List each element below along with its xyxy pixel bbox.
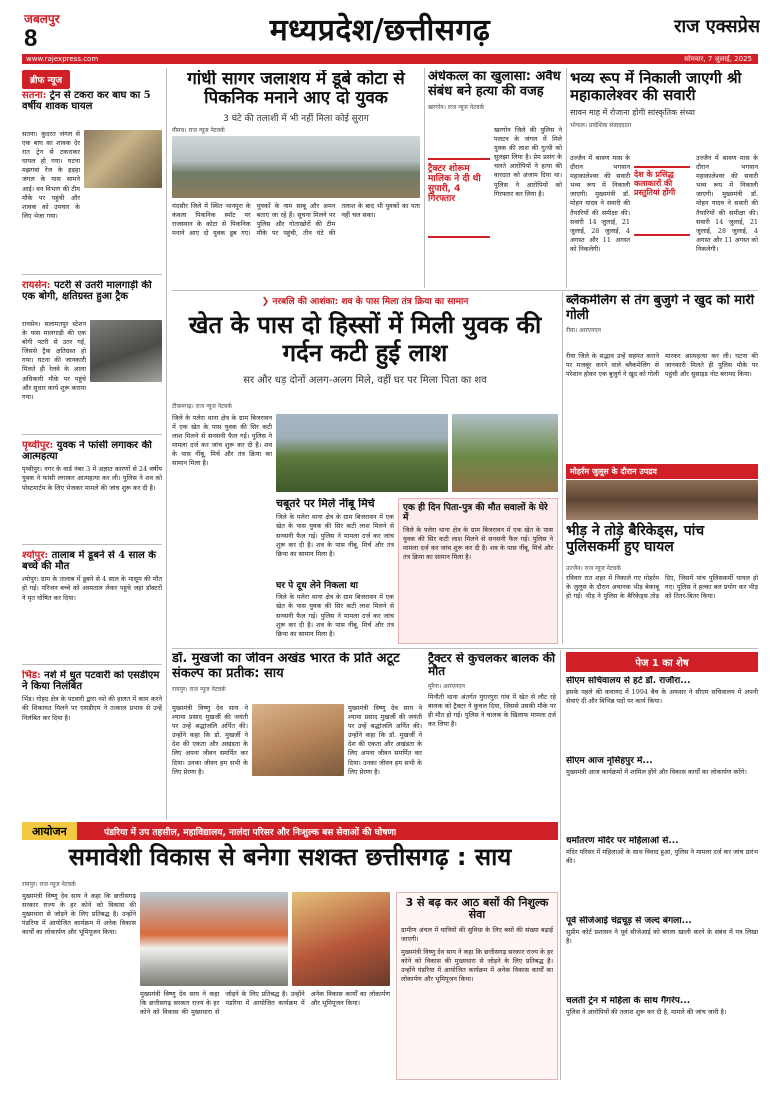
tiger-cub-photo — [84, 130, 162, 188]
brief-item — [22, 90, 162, 270]
story-label: मोहर्रम जुलूस के दौरान उपद्रव — [566, 464, 758, 479]
brief-news-label: ब्रीफ न्यूज — [22, 70, 70, 89]
inset-body: ग्रामीण अंचल में यात्रियों की सुविधा के लिए बसों की संख्या बढ़ाई जाएगी। — [401, 925, 553, 943]
story-headline: खेत के पास दो हिस्सों में मिली युवक की गर्दन कटी हुई लाश — [188, 311, 542, 368]
story-headline: समावेशी विकास से बनेगा सशक्त छत्तीसगढ़ : साय — [68, 843, 512, 871]
inset-box — [634, 166, 690, 236]
section-tag: आयोजन — [22, 822, 77, 840]
issue-date: सोमवार, 7 जुलाई, 2025 — [684, 55, 752, 63]
story-gandhi-sagar — [172, 70, 420, 288]
story-body: खरगोन जिले की पुलिस ने पलटन के जंगल में मिले युवक की लाश की गुत्थी को सुलझा लिया है। प्रेम प्रसंग के चलते आरोपियों ने हत्या की वारदात को अंजाम दिया था। पुलिस ने आरोपियों को गिरफ्तार कर लिया है। — [494, 126, 562, 198]
story-subhead: सर और धड़ दोनों अलग-अलग मिले, वहीं घर पर मिला पिता का शव — [243, 374, 487, 386]
inset-head: घर पे दूध लेने निकला था — [276, 581, 358, 592]
continuation-item — [566, 756, 758, 832]
brief-headline: सतना: ट्रेन से टकरा कर बाघ का 5 वर्षीय शावक घायल — [22, 90, 151, 113]
brief-body: सतना। कुदरत जंगल से एक बाघ का शावक देर रात ट्रेन से टकराकर घायल हो गया। घटना मझगवां रेंज के हड़हा जंगल के पास सामने आई। वन विभाग की टीम मौके पर पहुंची और शावक को उपचार के लिए भेजा गया। — [22, 130, 80, 220]
story-body: मिनौती थाना अंतर्गत मुरारपुरा गांव में खेत से लौट रहे बालक को ट्रैक्टर ने कुचल दिया, जिससे उसकी मौके पर ही मौत हो गई। पुलिस ने चालक के खिलाफ मामला दर्ज कर लिया है। — [428, 692, 556, 729]
brief-headline: रायसेन: पटरी से उतरी मालगाड़ी की एक बोगी, क्षतिग्रस्त हुआ ट्रैक — [22, 280, 152, 303]
byline: नीमच। राज न्यूज नेटवर्क — [172, 127, 225, 134]
brief-headline: भिंड: नशे में धुत पटवारी को एसडीएम ने किया निलंबित — [22, 670, 160, 693]
continuation-item — [566, 916, 758, 992]
page-folio — [24, 10, 104, 54]
story-mukherji — [172, 652, 422, 818]
inset-box — [276, 498, 394, 644]
continuation-head: सीएम सचिवालय से हटे डॉ. राजौरा... — [566, 676, 691, 686]
masthead — [0, 0, 778, 64]
story-subhead: सावन माह में रोजाना होगी सांस्कृतिक संध्या — [570, 107, 695, 117]
continuation-item — [566, 676, 758, 752]
story-body: मुख्यमंत्री विष्णु देव साय ने कहा कि छत्तीसगढ़ सरकार राज्य के हर कोने को विकास की मुख्यधारा से जोड़ने के लिए प्रतिबद्ध है। उन्होंने पंडरिया में आयोजित कार्यक्रम में अनेक विकास कार्यों का लोकार्पण और भूमिपूजन किया। — [140, 990, 390, 1017]
page1-continuations — [566, 652, 758, 1080]
inset-body: जिले के पलेरा थाना क्षेत्र के ग्राम बिजरावन में एक खेत के पास युवक की सिर कटी लाश मिलने से सनसनी फैल गई। पुलिस ने मामला दर्ज कर जांच शुरू कर दी है। शव के पास नींबू, मिर्च और तंत्र क्रिया का सामान मिला है। — [403, 526, 553, 562]
masthead-bar — [22, 54, 758, 64]
tribute-photo — [252, 704, 344, 776]
continuation-item — [566, 836, 758, 912]
brief-item — [22, 670, 162, 818]
aayojan-banner — [22, 822, 558, 840]
story-tractor — [428, 652, 556, 818]
continuation-body: पुलिस ने आरोपियों की तलाश शुरू कर दी है, मामले की जांच जारी है। — [566, 1008, 727, 1017]
continuation-head: चलती ट्रेन में महिला के साथ गैंगरेप... — [566, 996, 691, 1006]
continuation-head: सीएम आज नृसिंहपुर में... — [566, 756, 653, 766]
continuations-label: पेज 1 का शेष — [566, 652, 758, 672]
inset-box — [428, 158, 490, 238]
derailed-wagon-photo — [90, 320, 162, 382]
byline: उज्जैन। राज न्यूज नेटवर्क — [566, 565, 621, 572]
byline: भोपाल। प्रादेशिक संवाददाता — [570, 121, 632, 129]
inset-box-red — [398, 498, 558, 644]
chevron-right-icon: ❯ — [261, 297, 273, 307]
field-crime-scene-photo-2 — [452, 414, 558, 492]
section-title: मध्यप्रदेश/छत्तीसगढ़ — [269, 13, 491, 48]
story-headline: गांधी सागर जलाशय में डूबे कोटा से पिकनिक मनाने आए दो युवक — [187, 70, 405, 109]
story-andhkatl — [428, 70, 562, 288]
page-number: 8 — [24, 25, 38, 52]
continuation-body: इसके पहले की कवायद में 1994 बैच के अफसर ने सीएम सचिवालय में अपनी सेवाएं दीं और विभिन्न पदों पर कार्य किया। — [566, 688, 758, 706]
byline: खरगोन। राज न्यूज नेटवर्क — [428, 104, 485, 112]
story-body: उज्जैन में श्रावण मास के दौरान भगवान महाकालेश्वर की सवारी भव्य रूप में निकाली जाएगी। मुख्यमंत्री डॉ. मोहन यादव ने सवारी की तैयारियों की समीक्षा की। सवारी 14 जुलाई, 21 जुलाई, 28 जुलाई, 4 अगस्त और 11 अगस्त को निकलेगी। — [696, 154, 758, 253]
story-blackmail — [566, 294, 758, 352]
story-body: उज्जैन में श्रावण मास के दौरान भगवान महाकालेश्वर की सवारी भव्य रूप में निकाली जाएगी। मुख्यमंत्री डॉ. मोहन यादव ने सवारी की तैयारियों की समीक्षा की। सवारी 14 जुलाई, 21 जुलाई, 28 जुलाई, 4 अगस्त और 11 अगस्त को निकलेगी। — [570, 154, 630, 253]
brief-headline: पृथ्वीपुर: युवक ने फांसी लगाकर की आत्महत्या — [22, 440, 152, 463]
city-label: जबलपुर — [24, 12, 60, 26]
brief-news-column — [22, 68, 162, 820]
inset-body: जिले के पलेरा थाना क्षेत्र के ग्राम बिजरावन में एक खेत के पास युवक की सिर कटी लाश मिलने से सनसनी फैल गई। पुलिस ने मामला दर्ज कर जांच शुरू कर दी है। शव के पास नींबू, मिर्च और तंत्र क्रिया का सामान मिला है। — [276, 593, 394, 638]
inset-head: चबूतरे पर मिले नींबू मिर्च — [276, 498, 375, 510]
continuation-body: मुख्यमंत्री आज कार्यक्रमों में शामिल होंगे और विकास कार्यों का लोकार्पण करेंगे। — [566, 768, 747, 777]
story-body: मुख्यमंत्री विष्णु देव साय ने कहा कि छत्तीसगढ़ सरकार राज्य के हर कोने को विकास की मुख्यधारा से जोड़ने के लिए प्रतिबद्ध है। उन्होंने पंडरिया में आयोजित कार्यक्रम में अनेक विकास कार्यों का लोकार्पण और भूमिपूजन किया। — [22, 892, 136, 937]
brand-name: राज एक्सप्रेस — [674, 16, 760, 37]
story-aayojan — [22, 822, 558, 1082]
inset-head: एक ही दिन पिता-पुत्र की मौत सवालों के घेरे में — [403, 503, 548, 524]
ceremony-photo — [292, 892, 390, 986]
brief-body: श्योपुर। ग्राम के तालाब में डूबने से 4 साल के मासूम की मौत हो गई। परिजन बच्चे को अस्पताल लेकर पहुंचे जहां डॉक्टरों ने मृत घोषित कर दिया। — [22, 575, 162, 602]
story-police — [566, 464, 758, 644]
continuation-body: मंदिर परिसर में महिलाओं के साथ विवाद हुआ, पुलिस ने मामला दर्ज कर जांच प्रारंभ की। — [566, 848, 758, 866]
lake-photo — [172, 136, 420, 198]
story-body: जिले के पलेरा थाना क्षेत्र के ग्राम बिजरावन में एक खेत के पास युवक की सिर कटी लाश मिलने से सनसनी फैल गई। पुलिस ने मामला दर्ज कर जांच शुरू कर दी है। शव के पास नींबू, मिर्च और तंत्र क्रिया का सामान मिला है। — [172, 414, 272, 468]
byline: टीकमगढ़। राज न्यूज नेटवर्क — [172, 403, 232, 410]
continuation-head: पूर्व सीजेआई चंद्रचूड़ से जल्द बंगला... — [566, 916, 692, 926]
brief-item — [22, 280, 162, 430]
crowd-photo — [566, 480, 758, 520]
story-headline: भीड़ ने तोड़े बैरिकेड्स, पांच पुलिसकर्मी हुए घायल — [566, 523, 705, 555]
story-mahakal — [570, 70, 758, 288]
story-headline: भव्य रूप में निकाली जाएगी श्री महाकालेश्वर की सवारी — [570, 70, 742, 104]
brief-item — [22, 550, 162, 660]
story-body: मुख्यमंत्री विष्णु देव साय ने श्यामा प्रसाद मुखर्जी की जयंती पर उन्हें श्रद्धांजलि अर्पित की। उन्होंने कहा कि डॉ. मुखर्जी ने देश की एकता और अखंडता के लिए अपना जीवन समर्पित कर दिया। उनका जीवन हम सभी के लिए प्रेरणा है। — [172, 704, 248, 776]
inset-text: ट्रैक्टर शोरूम मालिक ने दी थी सुपारी, 4 गिरफ्तार — [428, 164, 481, 205]
inset-text: देश के प्रसिद्ध कलाकारों की प्रस्तुतियां होंगी — [634, 170, 676, 197]
continuation-body: सुप्रीम कोर्ट प्रशासन ने पूर्व सीजेआई को बंगला खाली करने के संबंध में पत्र लिखा है। — [566, 928, 758, 946]
continuation-item — [566, 996, 758, 1076]
story-body: रीवा जिले के सद्भाव उन्हें सहमत कराने पर मजबूर करने वाले ब्लैकमेलिंग से परेशान होकर एक बुजुर्ग ने खुद को गोली मारकर आत्महत्या कर ली। घटना की जानकारी मिलते ही पुलिस मौके पर पहुंची और सुसाइड नोट बरामद किया। — [566, 352, 758, 379]
brief-body: रायसेन। सलामतपुर स्टेशन के पास मालगाड़ी की एक बोगी पटरी से उतर गई, जिससे ट्रैक क्षतिग्रस्त हो गया। घटना की जानकारी मिलते ही रेलवे के आला अधिकारी मौके पर पहुंचे और सुधार कार्य शुरू कराया गया। — [22, 320, 86, 401]
story-kicker: ❯ नरबलि की आशंका: शव के पास मिला तंत्र क्रिया का सामान — [261, 297, 469, 307]
inset-body: मुख्यमंत्री विष्णु देव साय ने कहा कि छत्तीसगढ़ सरकार राज्य के हर कोने को विकास की मुख्यधारा से जोड़ने के लिए प्रतिबद्ध है। उन्होंने पंडरिया में आयोजित कार्यक्रम में अनेक विकास कार्यों का लोकार्पण और भूमिपूजन किया। — [401, 947, 553, 984]
story-headline: अंधेकत्ल का खुलासा: अवैध संबंध बने हत्या की वजह — [428, 70, 561, 99]
byline: रीवा। आरएनएन — [566, 327, 601, 335]
story-body: मंदसौर जिले में स्थित भानपुरा के कंवला पिकनिक स्पॉट पर राजस्थान के कोटा से पिकनिक मनाने आए दो युवक डूब गए। युवकों के नाम साबू और अमन बताए जा रहे हैं। सूचना मिलने पर पुलिस और गोताखोरों की टीम मौके पर पहुंची, तीन घंटे की तलाश के बाद भी युवकों का पता नहीं चल सका। — [172, 202, 420, 238]
story-headline: डॉ. मुखर्जी का जीवन अखंड भारत के प्रति अटूट संकल्प का प्रतीक: साय — [172, 652, 400, 681]
brief-body: भिंड। गोहद क्षेत्र के पटवारी द्वारा नशे की हालत में काम करने की शिकायत मिलने पर एसडीएम ने तत्काल प्रभाव से उन्हें निलंबित कर दिया है। — [22, 695, 162, 722]
inset-body: जिले के पलेरा थाना क्षेत्र के ग्राम बिजरावन में एक खेत के पास युवक की सिर कटी लाश मिलने से सनसनी फैल गई। पुलिस ने मामला दर्ज कर जांच शुरू कर दी है। शव के पास नींबू, मिर्च और तंत्र क्रिया का सामान मिला है। — [276, 513, 394, 558]
byline: मुरैना। आरएनएन — [428, 682, 465, 690]
byline: रायपुर। राज न्यूज नेटवर्क — [22, 881, 76, 888]
story-headline: ब्लैकमेलिंग से तंग बुजुर्ग ने खुद को मारी गोली — [566, 294, 755, 323]
brief-body: पृथ्वीपुर। नगर के वार्ड नंबर 3 में अज्ञात कारणों से 24 वर्षीय युवक ने फांसी लगाकर आत्महत्या कर ली। पुलिस ने शव को पोस्टमार्टम के लिए भेजकर मामले की जांच शुरू कर दी है। — [22, 465, 162, 492]
story-khet — [172, 294, 558, 646]
story-subhead: 3 घंटे की तलाशी में भी नहीं मिला कोई सुराग — [223, 114, 369, 125]
byline: रायपुर। राज न्यूज नेटवर्क — [172, 686, 226, 694]
story-kicker: पंडरिया में उप तहसील, महाविद्यालय, नालंदा परिसर और निःशुल्क बस सेवाओं की घोषणा — [104, 828, 397, 838]
continuation-head: धर्मांतरण मंदिर पर महिलाओं से... — [566, 836, 679, 846]
inset-head: 3 से बढ़ कर आठ बसों की निशुल्क सेवा — [405, 896, 549, 922]
field-crime-scene-photo — [276, 414, 448, 492]
story-headline: ट्रैक्टर से कुचलकर बालक की मौत — [428, 652, 556, 679]
brief-item — [22, 440, 162, 540]
website-link[interactable]: www.rajexpress.com — [26, 55, 99, 63]
story-body: मुख्यमंत्री विष्णु देव साय ने श्यामा प्रसाद मुखर्जी की जयंती पर उन्हें श्रद्धांजलि अर्पित की। उन्होंने कहा कि डॉ. मुखर्जी ने देश की एकता और अखंडता के लिए अपना जीवन समर्पित कर दिया। उनका जीवन हम सभी के लिए प्रेरणा है। — [348, 704, 422, 776]
bus-photo — [140, 892, 288, 986]
brief-headline: श्योपुर: तालाब में डूबने से 4 साल के बच्चे की मौत — [22, 550, 156, 573]
story-body: रविवार रात शहर में निकाले गए मोहर्रम के जुलूस के दौरान अचानक भीड़ बेकाबू हो गई। भीड़ ने पुलिस के बैरिकेड्स तोड़ दिए, जिसमें पांच पुलिसकर्मी घायल हो गए। पुलिस ने हल्का बल प्रयोग कर भीड़ को तितर-बितर किया। — [566, 574, 758, 601]
inset-box — [396, 892, 558, 1080]
